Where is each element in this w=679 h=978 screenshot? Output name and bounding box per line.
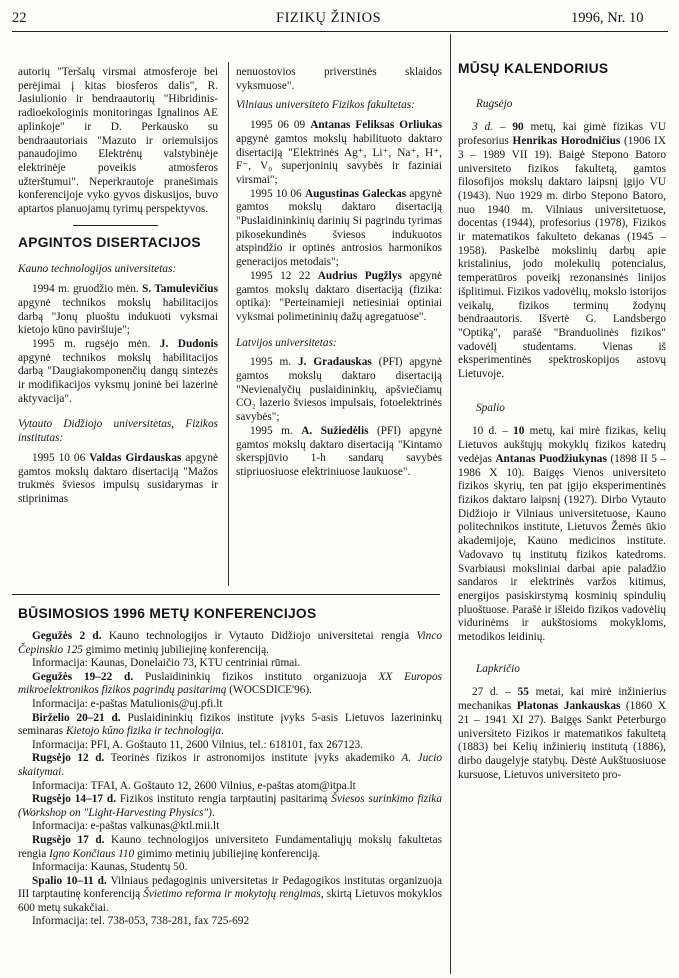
section-title-conferences: BŪSIMOSIOS 1996 METŲ KONFERENCIJOS <box>18 606 317 621</box>
conference-text: Kauno technologijos universiteto Fundamentaliųjų mokslų fakultetas rengia <box>18 833 442 860</box>
conference-entry <box>18 875 442 916</box>
conference-text: (WOCSDICE'96). <box>226 684 312 697</box>
conference-text: Puslaidininkių fizikos institute įvyks 5-asis Lietuvos lazerininkų seminaras <box>18 711 442 738</box>
entry-author: Valdas Girdauskas <box>89 451 182 464</box>
dissertation-entry <box>236 425 442 480</box>
entry-text: metai, kai mirė inžinierius mechanikas <box>458 686 667 713</box>
conference-info: Informacija: Kaunas, Donelaičio 73, KTU centriniai rūmai. <box>32 657 301 670</box>
entry-date: 1995 m. <box>250 356 298 369</box>
conference-entry <box>18 671 442 698</box>
section-title-calendar: MŪSŲ KALENDORIUS <box>458 61 609 76</box>
conference-info: Informacija: Kaunas, Studentų 50. <box>32 861 188 874</box>
entry-author: Augustinas Galeckas <box>304 187 407 200</box>
column-right <box>458 62 666 782</box>
conference-text: Puslaidininkių fizikos instituto organizuoja <box>133 670 379 683</box>
conference-name: XX Europos mikroelektronikos fizikos pagrindų pasitarimą <box>18 670 442 697</box>
page-header <box>0 4 679 30</box>
conference-date: Rugsėjo 14–17 d. <box>32 793 117 806</box>
entry-text: apgynė gamtos mokslų daktaro disertaciją "Mažos trukmės šviesos impulsų susidarymas ir stiprinimas <box>18 451 218 505</box>
continued-paragraph: nenuostovios priverstinės sklaidos vyksmuose". <box>236 66 442 92</box>
dissertation-entry <box>236 270 442 325</box>
dissertation-entry <box>236 188 442 270</box>
conference-text: Vilniaus pedagoginis universitetas ir Pedagogikos institutas organizuoja III tarptautinę konferenciją <box>18 874 442 901</box>
entry-date: 1994 m. gruodžio mėn. <box>32 283 143 296</box>
column-divider <box>450 34 451 974</box>
journal-title: FIZIKŲ ŽINIOS <box>276 10 382 26</box>
entry-date: 1995 m. rugsėjo mėn. <box>32 337 160 350</box>
conference-text: Kauno technologijos ir Vytauto Didžiojo universitetai rengia <box>101 630 417 642</box>
conference-text: Fizikos instituto rengia tarptautinį pasitarimą <box>116 793 332 806</box>
conference-info: Informacija: e-paštas Matulionis@uj.pfi.lt <box>32 697 223 710</box>
entry-day: 27 d. – <box>472 686 518 699</box>
entry-text: metų, kai gimė fizikas VU profesorius <box>458 121 666 148</box>
institution-label: Latvijos universitetas: <box>236 336 337 349</box>
entry-author: J. Dudonis <box>159 337 218 350</box>
calendar-entry <box>458 686 666 782</box>
conference-text: gimimo metinių jubiliejinę konferenciją. <box>82 643 269 656</box>
entry-day: 10 d. – <box>472 425 514 438</box>
dissertation-entry <box>236 356 442 425</box>
header-rule <box>12 31 668 32</box>
conference-name: Kietojo kūno fizika ir technologija <box>66 725 222 738</box>
dissertation-entry <box>18 283 218 338</box>
conference-text: . <box>61 765 65 778</box>
month-heading: Lapkričio <box>476 662 520 675</box>
entry-author: J. Gradauskas <box>298 356 372 369</box>
column-middle <box>236 66 442 480</box>
entry-text: (PFI) apgynė gamtos mokslų daktaro disertaciją "Kintamo skerspjūvio 1-h sandarų savybės stipriuosiuose elektriniuose laukuose". <box>236 424 443 478</box>
conference-name: Šviesos surinkimo fizika (Workshop on "Light-Harvesting Physics") <box>18 793 442 819</box>
conference-entry <box>18 793 442 820</box>
conference-entry <box>18 712 442 739</box>
entry-person: Antanas Puodžiukynas <box>495 452 607 465</box>
intro-paragraph: autorių "Teršalų virsmai atmosferoje bei perėjimai į kitas biosferos dalis", R. Jasiulionio ir bendraautorių "Hibridinis-radioekologinis monitoringas Ignalinos AE aplinkoje" ir D. Perkausko su bendraautoriais "Mazuto ir oriemulsijos panaudojimo Elektrėnų valstybinėje elektrinėje poveikis atmosferos užterštumui". Neperkrautoje pranešimais konferencijoje vyko gyvos diskusijos, buvo aptartos planuojamų tyrimų perspektyvos. <box>18 66 218 216</box>
dissertation-entry <box>18 452 218 507</box>
calendar-entry <box>458 425 666 644</box>
entry-person: Platonas Jankauskas <box>516 700 621 713</box>
entry-text: (1906 IX 3 – 1989 VII 19). Baigė Stepono Batoro universiteto fizikos fakultetą, gamtos filosofijos mokslų daktaro laipsnį įgijo VU (1943). Nuo 1929 m. dirbo Stepono Batoro, nuo 1940 m. Vilniaus universitetuose, docentas (1944), profesorius (1978), Fizikos ir matematikos fakulteto dekanas (1945 – 1958). Paskelbė mokslinių darbų apie kristalinius, jodo molekulių potencialus, temperatūros poveikį rezonansinės linijos išplitimui. Fizikos vadovėlių, mokslo istorijos veikalų, fizikos terminų žodynų bendraautoris. Išvertė G. Landsbergo "Optiką", parašė "Branduolinės fizikos" vadovėlį studentams. Vienas iš eksperimentinės spektroskopijos astovų Lietuvoje. <box>458 135 666 381</box>
entry-text: apgynė gamtos mokslų daktaro disertaciją "Puslaidininkinių darinių Si pagrindu tyrimas pikosekundinės šviesos indukuotos atspindžio ir optinės antrosios harmonikos generacijos metodais"; <box>236 187 442 269</box>
entry-years: 55 <box>517 686 529 699</box>
conference-date: Birželio 20–21 d. <box>32 711 121 724</box>
conference-text: . <box>221 725 224 738</box>
conference-list <box>18 630 442 929</box>
entry-date: 1995 12 22 <box>250 269 318 282</box>
dissertation-entry <box>18 338 218 407</box>
entry-person: Henrikas Horodničius <box>512 135 621 148</box>
conference-date: Gegužės 19–22 d. <box>32 670 134 683</box>
conference-date: Gegužės 2 d. <box>32 630 102 642</box>
conference-info: Informacija: PFI, A. Goštauto 11, 2600 Vilnius, tel.: 618101, fax 267123. <box>32 738 363 751</box>
entry-text: (PFI) apgynė gamtos mokslų daktaro disertaciją "Nevienalyčių puslaidininkių, apšviečiamų CO₂ lazerio šviesos impulsais, fotoelektrinės savybės"; <box>236 356 443 424</box>
conference-name: Igno Končiaus 110 <box>49 847 135 860</box>
entry-date: 1995 10 06 <box>32 451 90 464</box>
entry-date: 1995 10 06 <box>250 187 305 200</box>
entry-text: apgynė technikos mokslų habilitacijos darbą "Daugiakomponenčių dangų sintezės ir modifikacijos vyksmų joninė bei lazerinė aktyvacija". <box>18 351 218 405</box>
month-heading: Spalio <box>476 401 505 414</box>
dissertation-entry <box>236 119 442 188</box>
entry-date: 1995 06 09 <box>250 119 311 132</box>
issue-label: 1996, Nr. 10 <box>571 10 644 26</box>
conference-info: Informacija: TFAI, A. Goštauto 12, 2600 Vilnius, e-paštas atom@itpa.lt <box>32 779 356 792</box>
institution-label: Vytauto Didžiojo universitetas, Fizikos institutas: <box>18 418 218 445</box>
conference-info: Informacija: tel. 738-053, 738-281, fax 725-692 <box>32 915 250 928</box>
page-number: 22 <box>12 10 27 26</box>
conference-name: Vinco Čepinskio 125 <box>18 630 442 656</box>
column-left <box>18 66 218 507</box>
conference-text: . <box>211 806 215 819</box>
entry-years: 10 <box>513 425 525 438</box>
entry-text: apgynė technikos mokslų habilitacijos darbą "Jonų pluoštu indukuoti vyksmai kietojo kūno paviršiuje"; <box>18 296 218 337</box>
entry-text: apgynė gamtos mokslų daktaro disertaciją (fizika: optika): "Perteinamieji netiesiniai optiniai vyksmai polimetininių dažų agregatuose". <box>236 269 442 323</box>
entry-years: 90 <box>512 121 524 134</box>
conference-entry <box>18 834 442 861</box>
column-divider <box>228 62 229 586</box>
conference-date: Rugsėjo 17 d. <box>32 833 105 846</box>
section-title-dissertations: APGINTOS DISERTACIJOS <box>18 234 201 250</box>
conference-text: Teorinės fizikos ir astronomijos institute įvyks akademiko <box>104 752 402 765</box>
entry-day: 3 d. – <box>472 121 513 134</box>
entry-author: Antanas Feliksas Orliukas <box>310 119 442 132</box>
calendar-entry <box>458 121 666 381</box>
entry-text: apgynė gamtos mokslų habilituoto daktaro disertaciją "Elektrinės Ag⁺, Li⁺, Na⁺, H⁺, F⁻, V₀ superjoninių savybės ir faziniai virsmai"; <box>236 132 442 186</box>
entry-text: (1898 II 5 – 1986 X 10). Baigęs Vienos universiteto fizikos skyrių, ten pat įgijo eksperimentinės fizikos daktaro laipsnį (1927). Dirbo Vytauto Didžiojo ir Vilniaus universitetuose, Kauno politechnikos institute, Lietuvos Žemės ūkio akademijoje, Kauno medicinos institute. Vadovavo tų institutų fizikos katedroms. Svarbiausi moksliniai darbai apie paladžio sandaros ir elektrinės varžos kitimus, energijos pasiskirstymą kosminių spindulių pluoštuose. Parašė ir išleido fizikos vadovėlių vidurinėms ir aukštosioms mokykloms, metodikos leidinių. <box>458 452 666 644</box>
institution-label: Kauno technologijos universitetas: <box>18 263 177 276</box>
conference-entry <box>18 752 442 779</box>
conference-text: gimimo metinių jubiliejinę konferenciją. <box>134 847 321 860</box>
conference-name: Švietimo reforma ir mokytojų rengimas <box>143 888 321 901</box>
conference-name: A. Jucio skaitymai <box>18 752 443 778</box>
entry-author: S. Tamulevičius <box>142 283 218 296</box>
entry-author: Audrius Pugžlys <box>317 269 402 282</box>
month-heading: Rugsėjo <box>476 97 513 110</box>
section-rule <box>12 594 440 595</box>
conference-date: Rugsėjo 12 d. <box>32 752 105 765</box>
conference-info: Informacija: e-paštas valkunas@ktl.mii.lt <box>32 820 220 833</box>
conference-entry <box>18 630 442 657</box>
conference-text: , skirtą Lietuvos mokyklos 600 metų sukakčiai. <box>18 888 442 914</box>
entry-author: A. Sužiedėlis <box>301 424 369 437</box>
entry-date: 1995 m. <box>250 424 302 437</box>
entry-text: (1860 X 21 – 1941 XI 27). Baigęs Sankt Peterburgo universiteto Fizikos ir matematikos fakultetą (1883) bei Kelių inžinierių institutą (1886), dirbo daugelyje statybų. Dėstė Aukštuosiuose kursuose, Lietuvos universiteto pro- <box>458 700 666 781</box>
section-divider <box>73 225 158 226</box>
entry-text: metų, kai mirė fizikas, kelių Lietuvos aukštųjų mokyklų fizikos katedrų vedėjas <box>458 425 666 465</box>
conference-date: Spalio 10–11 d. <box>32 874 107 887</box>
institution-label: Vilniaus universiteto Fizikos fakultetas: <box>236 99 415 112</box>
